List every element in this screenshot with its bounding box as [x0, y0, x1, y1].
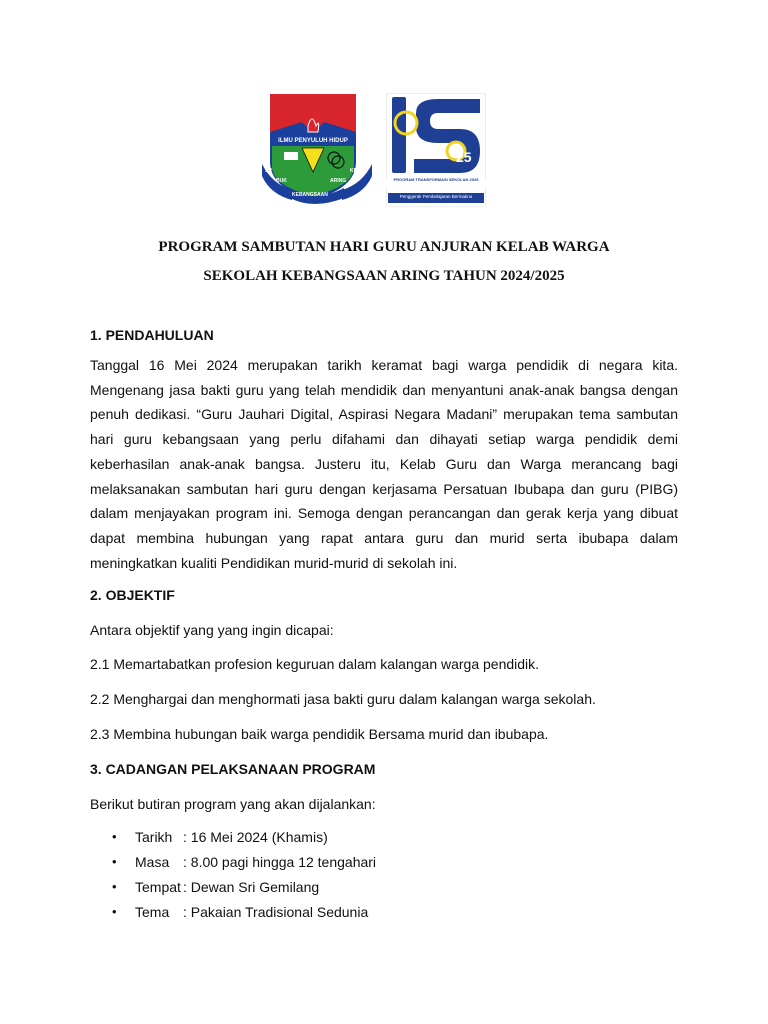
- section1-body: Tanggal 16 Mei 2024 merupakan tarikh keramat bagi warga pendidik di negara kita. Mengenang jasa bakti guru yang telah mendidik dan menyantuni anak-anak bangsa dengan penuh dedikasi. “Guru Jauhari Digital, Aspirasi Negara Madani” merupakan tema sambutan hari guru kebangsaan yang perlu difahami dan dihayati setiap warga pendidik demi keberhasilan anak-anak bangsa. Justeru itu, Kelab Guru dan Warga merancang bagi melaksanakan sambutan hari guru dengan kerjasama Persatuan Ibubapa dan guru (PIBG) dalam menjayakan program ini. Semoga dengan perancangan dan gerak kerja yang dibuat dapat membina hubungan yang rapat antara guru dan murid serta ibubapa dalam meningkatkan kualiti Pendidikan murid-murid di sekolah ini.: [90, 357, 678, 571]
- crest-scroll-right: ARING: [330, 178, 347, 184]
- crest-scroll-left: SR: [265, 168, 272, 174]
- detail-key: Tema: [135, 904, 170, 920]
- detail-value: : 8.00 pagi hingga 12 tengahari: [183, 854, 377, 870]
- list-item: [90, 876, 376, 901]
- crest-scroll-end: KB: [350, 168, 358, 174]
- crest-scroll-mid: BUK: [276, 178, 287, 184]
- ts25-program-text: PROGRAM TRANSFORMASI SEKOLAH 2025: [393, 177, 479, 182]
- detail-key: Masa: [135, 854, 170, 870]
- objective-item: 2.3 Membina hubungan baik warga pendidik Bersama murid dan ibubapa.: [90, 726, 549, 742]
- detail-value: : Dewan Sri Gemilang: [183, 879, 320, 895]
- detail-value: : Pakaian Tradisional Sedunia: [183, 904, 369, 920]
- crest-scroll-center: KEBANGSAAN: [292, 192, 328, 198]
- header-logos: [0, 92, 768, 210]
- document-title-line2: SEKOLAH KEBANGSAAN ARING TAHUN 2024/2025: [203, 268, 565, 284]
- bullet-icon: •: [112, 879, 117, 894]
- section1-heading: 1. PENDAHULUAN: [90, 327, 214, 343]
- objective-item: 2.2 Menghargai dan menghormati jasa bakti guru dalam kalangan warga sekolah.: [90, 691, 596, 707]
- section2-intro: Antara objektif yang yang ingin dicapai:: [90, 622, 334, 638]
- crest-motto: ILMU PENYULUH HIDUP: [278, 138, 348, 144]
- list-item: [90, 901, 376, 926]
- list-item: [90, 851, 376, 876]
- ts25-number: 25: [456, 149, 472, 165]
- detail-key: Tarikh: [135, 829, 173, 845]
- document-title-line1: PROGRAM SAMBUTAN HARI GURU ANJURAN KELAB WARGA: [158, 239, 610, 255]
- ts25-tagline: Penggerak Pembelajaran Bermakna: [399, 194, 473, 199]
- detail-value: : 16 Mei 2024 (Khamis): [183, 829, 328, 845]
- detail-key: Tempat: [135, 879, 181, 895]
- section3-intro: Berikut butiran program yang akan dijalankan:: [90, 796, 376, 812]
- section3-heading: 3. CADANGAN PELAKSANAAN PROGRAM: [90, 761, 376, 777]
- section2-heading: 2. OBJEKTIF: [90, 587, 175, 603]
- bullet-icon: •: [112, 854, 117, 869]
- list-item: [90, 826, 376, 851]
- objective-item: 2.1 Memartabatkan profesion keguruan dalam kalangan warga pendidik.: [90, 656, 540, 672]
- bullet-icon: •: [112, 829, 117, 844]
- bullet-icon: •: [112, 904, 117, 919]
- program-details-list: [90, 826, 376, 926]
